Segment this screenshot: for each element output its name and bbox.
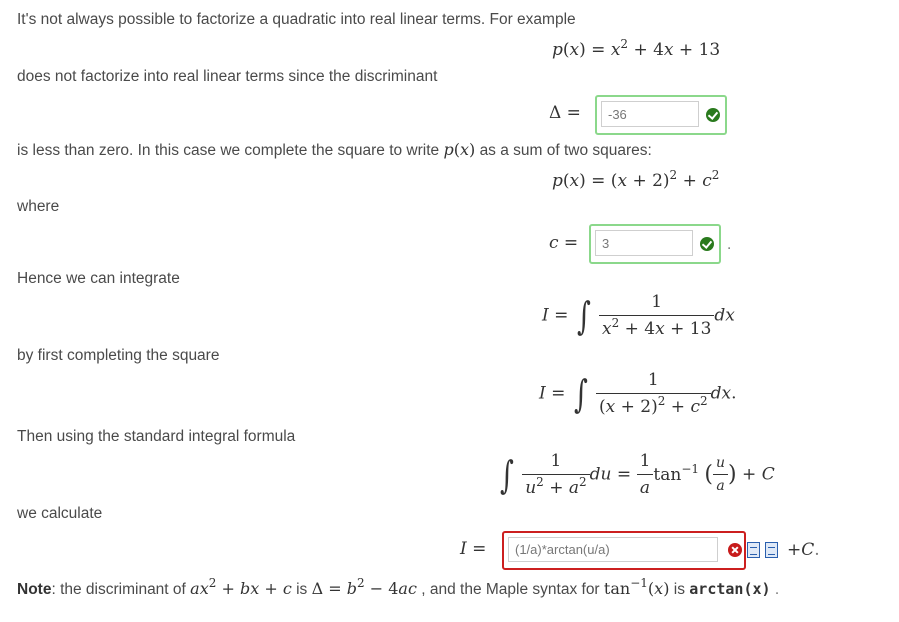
equation-integral: I = ∫ $\frac{1}{x^2 + 4x + 13}$ dx	[542, 292, 735, 339]
discriminant-answer-box	[595, 95, 727, 135]
preview-doc-icon[interactable]	[747, 542, 760, 558]
note-label: Note	[17, 581, 52, 598]
text-where: where	[17, 198, 60, 215]
note: Note: the discriminant of $ax^2$ + bx + c is $\Delta = b^2 - 4ac$ , and the Maple syntax for $\tan^{-1}(x)$ is arctan(x) .	[17, 576, 780, 598]
integral-answer-box	[502, 531, 746, 570]
equation-polynomial: $p(x) = x^2 + 4x + 13$	[552, 37, 721, 60]
text-we-calculate: we calculate	[17, 505, 103, 522]
equation-completed-square: $p(x) = (x + 2)^2 + c^2$	[552, 168, 720, 191]
c-input[interactable]	[595, 230, 693, 256]
syntax-doc-icon[interactable]	[765, 542, 778, 558]
text-complete-square-b: as a sum of two squares:	[479, 142, 652, 159]
text-no-factorize: does not factorize into real linear terms since the discriminant	[17, 68, 438, 85]
check-circle-icon	[700, 237, 714, 251]
note-text-a: : the discriminant of	[51, 581, 186, 598]
note-text-b: is	[296, 581, 308, 598]
discriminant-input[interactable]	[601, 101, 699, 127]
text-hence-integrate: Hence we can integrate	[17, 270, 180, 287]
text-first-completing: by first completing the square	[17, 347, 220, 364]
note-text-d: is	[673, 581, 685, 598]
text-intro: It's not always possible to factorize a quadratic into real linear terms. For example	[17, 11, 576, 28]
period: .	[727, 236, 732, 253]
text-standard-formula: Then using the standard integral formula	[17, 428, 296, 445]
note-code: arctan(x)	[689, 580, 771, 598]
text-complete-square-a: is less than zero. In this case we complete the square to write	[17, 142, 440, 159]
note-text-c: , and the Maple syntax for	[421, 581, 600, 598]
text-complete-square: is less than zero. In this case we complete the square to write p(x) as a sum of two squares:	[17, 140, 652, 159]
error-circle-icon	[728, 543, 742, 557]
note-end: .	[774, 581, 780, 598]
label-c: c =	[549, 233, 579, 253]
c-answer-box	[589, 224, 721, 264]
equation-integral-square: I = ∫ $\frac{1}{(x + 2)^2 + c^2}$ dx.	[539, 370, 737, 417]
label-I: I =	[460, 539, 487, 559]
integral-input[interactable]	[508, 537, 718, 562]
plus-constant: +C.	[787, 540, 820, 560]
check-circle-icon	[706, 108, 720, 122]
equation-standard-integral: ∫ $\frac{1}{u^2 + a^2}$ du = $\frac{1}{a}$ $\tan^{-1}$ ( $\frac{u}{a}$ ) + C	[499, 451, 775, 498]
label-delta: Δ =	[549, 103, 581, 123]
